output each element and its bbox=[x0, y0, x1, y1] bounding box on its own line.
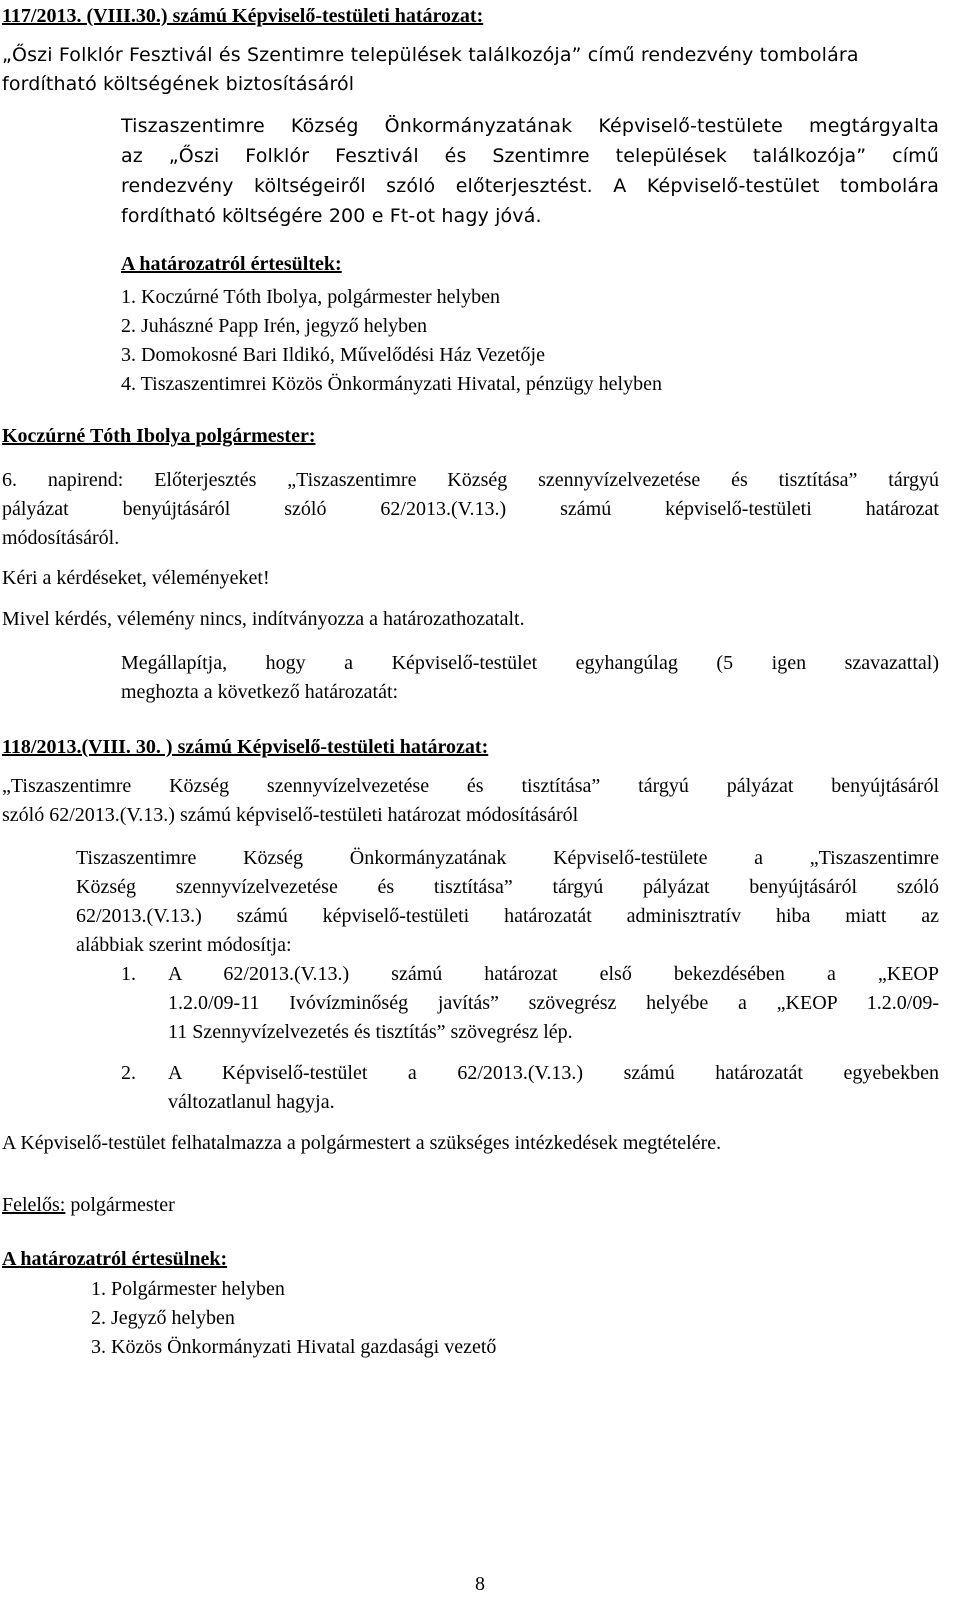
resolution-117-title-line2: fordítható költségének biztosításáról bbox=[2, 73, 355, 95]
resolution-117-notify-heading: A határozatról értesültek: bbox=[121, 253, 342, 275]
resolution-118-heading: 118/2013.(VIII. 30. ) számú Képviselő-testületi határozat: bbox=[2, 736, 489, 758]
amendment-item-number: 1. bbox=[121, 963, 136, 985]
amendment-item-number: 2. bbox=[121, 1062, 136, 1084]
resolution-118-notify-heading: A határozatról értesülnek: bbox=[2, 1248, 228, 1270]
resolution-117-notify-item: 2. Juhászné Papp Irén, jegyző helyben bbox=[121, 315, 428, 337]
resolution-118-notify-item: 1. Polgármester helyben bbox=[91, 1278, 285, 1300]
resolution-118-body-line3: 62/2013.(V.13.) számú képviselő-testületi határozatát adminisztratív hiba miatt az bbox=[76, 905, 939, 927]
resolution-117-heading: 117/2013. (VIII.30.) számú Képviselő-testületi határozat: bbox=[2, 5, 484, 27]
resolution-117-notify-item: 1. Koczúrné Tóth Ibolya, polgármester helyben bbox=[121, 286, 500, 308]
resolution-118-title-line2: szóló 62/2013.(V.13.) számú képviselő-testületi határozat módosításáról bbox=[2, 804, 579, 826]
agenda-line2: pályázat benyújtásáról szóló 62/2013.(V.13.) számú képviselő-testületi határozat bbox=[2, 498, 939, 520]
resolution-117-notify-item: 4. Tiszaszentimrei Közös Önkormányzati Hivatal, pénzügy helyben bbox=[121, 373, 662, 395]
resolution-118-body-line4: alábbiak szerint módosítja: bbox=[76, 934, 292, 956]
agenda-questions: Kéri a kérdéseket, véleményeket! bbox=[2, 567, 270, 589]
page-number: 8 bbox=[475, 1573, 485, 1595]
responsible-line bbox=[2, 1191, 175, 1220]
resolution-118-notify-item: 3. Közös Önkormányzati Hivatal gazdasági vezető bbox=[91, 1336, 497, 1358]
agenda-line1: 6. napirend: Előterjesztés „Tiszaszentimre Község szennyvízelvezetése és tisztítása” tárgyú bbox=[2, 469, 939, 491]
resolution-118-title-line1: „Tiszaszentimre Község szennyvízelvezetése és tisztítása” tárgyú pályázat benyújtásáról bbox=[2, 775, 939, 797]
authorization-text: A Képviselő-testület felhatalmazza a polgármestert a szükséges intézkedések megtételére. bbox=[2, 1132, 722, 1154]
amendment-item-line1: A 62/2013.(V.13.) számú határozat első bekezdésében a „KEOP bbox=[168, 963, 939, 985]
agenda-finding-line1: Megállapítja, hogy a Képviselő-testület egyhangúlag (5 igen szavazattal) bbox=[121, 652, 939, 674]
amendment-item-line2: változatlanul hagyja. bbox=[168, 1091, 335, 1113]
resolution-117-title-line1: „Őszi Folklór Fesztivál és Szentimre települések találkozója” című rendezvény tombolára bbox=[2, 44, 859, 66]
resolution-118-notify-item: 2. Jegyző helyben bbox=[91, 1307, 235, 1329]
responsible-value: polgármester bbox=[65, 1194, 175, 1216]
resolution-117-notify-item: 3. Domokosné Bari Ildikó, Művelődési Ház Vezetője bbox=[121, 344, 545, 366]
resolution-118-body-line2: Község szennyvízelvezetése és tisztítása” tárgyú pályázat benyújtásáról szóló bbox=[76, 876, 939, 898]
resolution-117-body-line3: rendezvény költségeiről szóló előterjesztést. A Képviselő-testület tombolára bbox=[121, 175, 939, 197]
resolution-117-body-line1: Tiszaszentimre Község Önkormányzatának Képviselő-testülete megtárgyalta bbox=[121, 115, 939, 137]
amendment-item-line1: A Képviselő-testület a 62/2013.(V.13.) számú határozatát egyebekben bbox=[168, 1062, 939, 1084]
agenda-line3: módosításáról. bbox=[2, 527, 120, 549]
speaker-heading: Koczúrné Tóth Ibolya polgármester: bbox=[2, 425, 316, 447]
amendment-item-line3: 11 Szennyvízelvezetés és tisztítás” szövegrész lép. bbox=[168, 1021, 573, 1043]
responsible-label: Felelős: bbox=[2, 1194, 66, 1216]
resolution-117-body-line2: az „Őszi Folklór Fesztivál és Szentimre települések találkozója” című bbox=[121, 145, 939, 167]
amendment-item-line2: 1.2.0/09-11 Ivóvízminőség javítás” szövegrész helyébe a „KEOP 1.2.0/09- bbox=[168, 992, 939, 1014]
resolution-118-body-line1: Tiszaszentimre Község Önkormányzatának Képviselő-testülete a „Tiszaszentimre bbox=[76, 847, 939, 869]
agenda-finding-line2: meghozta a következő határozatát: bbox=[121, 681, 399, 703]
resolution-117-body-line4: fordítható költségére 200 e Ft-ot hagy jóvá. bbox=[121, 205, 542, 227]
agenda-motion: Mivel kérdés, vélemény nincs, indítványozza a határozathozatalt. bbox=[2, 608, 525, 630]
